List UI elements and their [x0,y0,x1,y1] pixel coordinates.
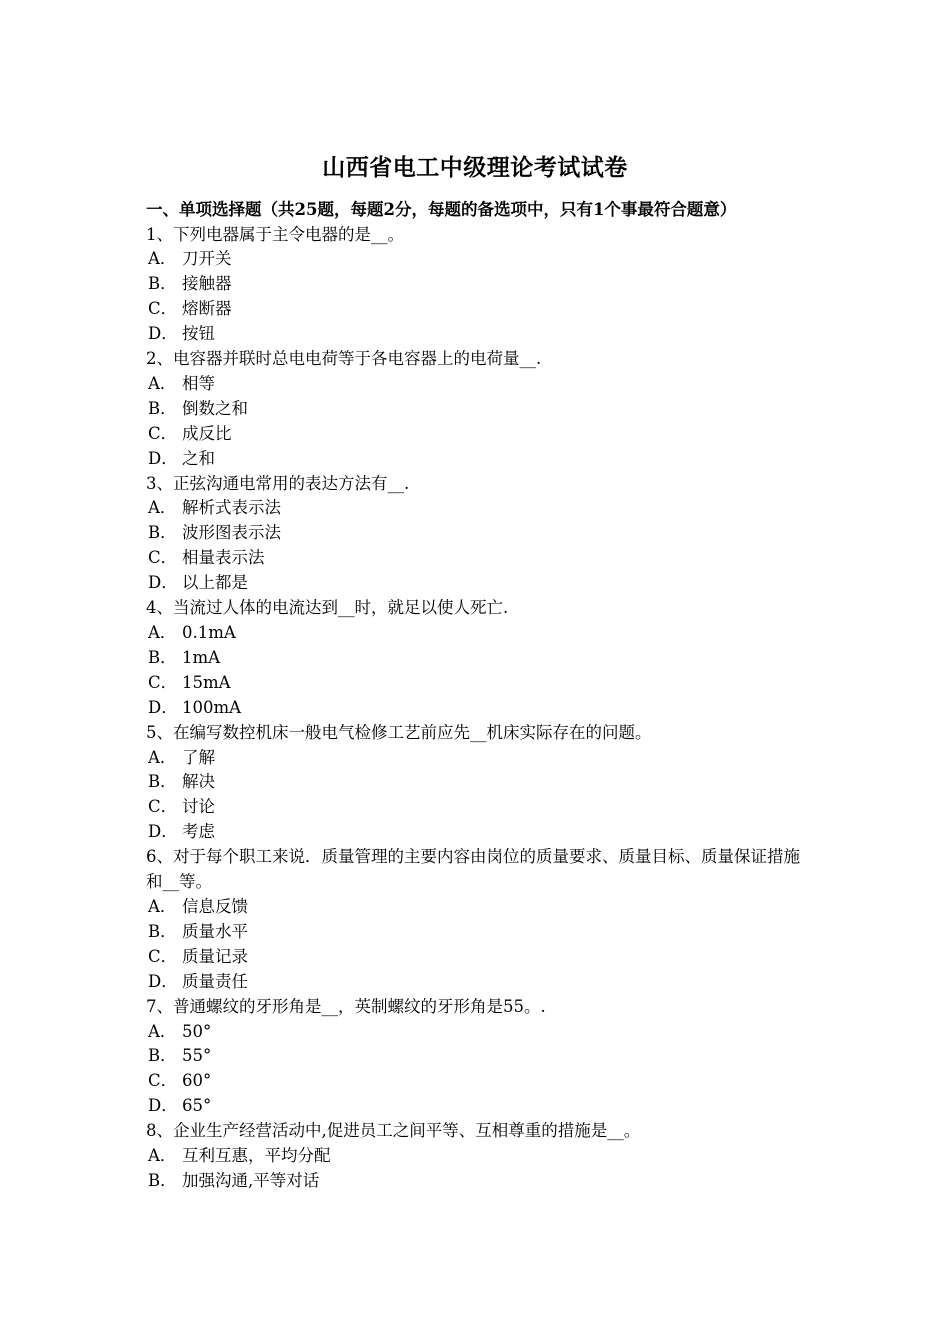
page-title: 山西省电工中级理论考试试卷 [322,154,628,181]
option-text: 15mA [182,672,231,692]
option-text: 以上都是 [182,573,248,593]
option-item [146,546,816,571]
option-text: 1mA [182,647,221,667]
option-text: 之和 [182,448,215,468]
option-item [146,297,816,322]
option-text: 熔断器 [182,299,232,319]
option-text: 65° [182,1096,212,1116]
question-stem: 3、正弦沟通电常用的表达方法有__. [146,473,410,493]
option-key: D． [148,822,178,842]
option-text: 55° [182,1046,212,1066]
question-stem: 7、普通螺纹的牙形角是__，英制螺纹的牙形角是55。. [146,996,546,1016]
option-item [146,372,816,397]
question-3 [146,472,816,597]
option-text: 刀开关 [182,249,232,269]
option-key: A． [148,747,177,767]
option-key: D． [148,573,178,593]
option-key: C． [148,1071,178,1091]
option-text: 解决 [182,772,215,792]
option-key: A． [148,498,177,518]
option-item [146,920,816,945]
option-item [146,646,816,671]
option-text: 信息反馈 [182,896,248,916]
option-key: D． [148,1096,178,1116]
option-text: 加强沟通,平等对话 [182,1170,320,1190]
question-6 [146,845,816,994]
question-stem: 6、对于每个职工来说．质量管理的主要内容由岗位的质量要求、质量目标、质量保证措施和__等。 [146,847,800,892]
option-key: C． [148,672,178,692]
option-key: B． [148,274,177,294]
option-key: A． [148,623,177,642]
option-item [146,795,816,820]
option-key: D． [148,697,178,717]
option-item [146,895,816,920]
option-text: 相等 [182,373,215,393]
option-item [146,247,816,272]
option-key: B． [148,647,177,667]
option-key: D． [148,324,178,344]
option-item [146,1020,816,1045]
option-text: 质量责任 [182,971,248,991]
option-item [146,1094,816,1119]
option-text: 50° [182,1021,212,1041]
question-1 [146,223,816,348]
option-key: A． [148,249,177,269]
option-text: 质量水平 [182,921,248,941]
option-key: B． [148,1170,177,1190]
option-key: A． [148,896,177,916]
option-item [146,496,816,521]
option-key: A． [148,1146,177,1166]
option-key: C． [148,946,178,966]
option-item [146,696,816,721]
option-item [146,272,816,297]
option-text: 成反比 [182,423,232,443]
option-item [146,1069,816,1094]
option-text: 考虑 [182,822,215,842]
option-text: 倒数之和 [182,398,248,418]
section-heading: 一、单项选择题（共25题，每题2分，每题的备选项中，只有1个事最符合题意） [146,200,737,219]
option-key: B． [148,523,177,543]
option-item [146,621,816,646]
option-text: 100mA [182,697,242,717]
option-item [146,521,816,546]
option-item [146,1144,816,1169]
option-key: C． [148,299,178,319]
exam-content [146,198,816,1194]
option-key: B． [148,772,177,792]
question-stem: 8、企业生产经营活动中,促进员工之间平等、互相尊重的措施是__。 [146,1121,641,1141]
option-item [146,1169,816,1194]
option-key: B． [148,921,177,941]
question-stem: 5、在编写数控机床一般电气检修工艺前应先__机床实际存在的问题。 [146,722,652,742]
option-item [146,820,816,845]
option-item [146,397,816,422]
option-text: 互利互惠，平均分配 [182,1146,331,1166]
option-item [146,422,816,447]
option-item [146,447,816,472]
option-text: 按钮 [182,324,215,344]
option-item [146,770,816,795]
option-text: 了解 [182,747,215,767]
option-item [146,671,816,696]
option-key: C． [148,423,178,443]
option-item [146,571,816,596]
option-text: 质量记录 [182,946,248,966]
option-item [146,1044,816,1069]
option-key: B． [148,398,177,418]
question-stem: 2、电容器并联时总电电荷等于各电容器上的电荷量__. [146,349,542,369]
option-text: 解析式表示法 [182,498,281,518]
option-key: C． [148,797,178,817]
option-text: 波形图表示法 [182,523,281,543]
question-2 [146,347,816,472]
option-key: A． [148,373,177,393]
question-4 [146,596,816,721]
option-key: D． [148,971,178,991]
option-item [146,322,816,347]
option-text: 60° [182,1071,212,1091]
question-list [146,223,816,1194]
option-text: 0.1mA [182,623,236,642]
option-text: 相量表示法 [182,548,265,568]
question-8 [146,1119,816,1194]
option-key: D． [148,448,178,468]
option-item [146,746,816,771]
option-key: B． [148,1046,177,1066]
question-7 [146,995,816,1120]
option-item [146,945,816,970]
question-stem: 1、下列电器属于主令电器的是__。 [146,224,404,244]
option-item [146,970,816,995]
option-text: 接触器 [182,274,232,294]
option-key: A． [148,1021,177,1041]
option-key: C． [148,548,178,568]
question-stem: 4、当流过人体的电流达到__时，就足以使人死亡. [146,598,509,618]
question-5 [146,721,816,846]
option-text: 讨论 [182,797,215,817]
